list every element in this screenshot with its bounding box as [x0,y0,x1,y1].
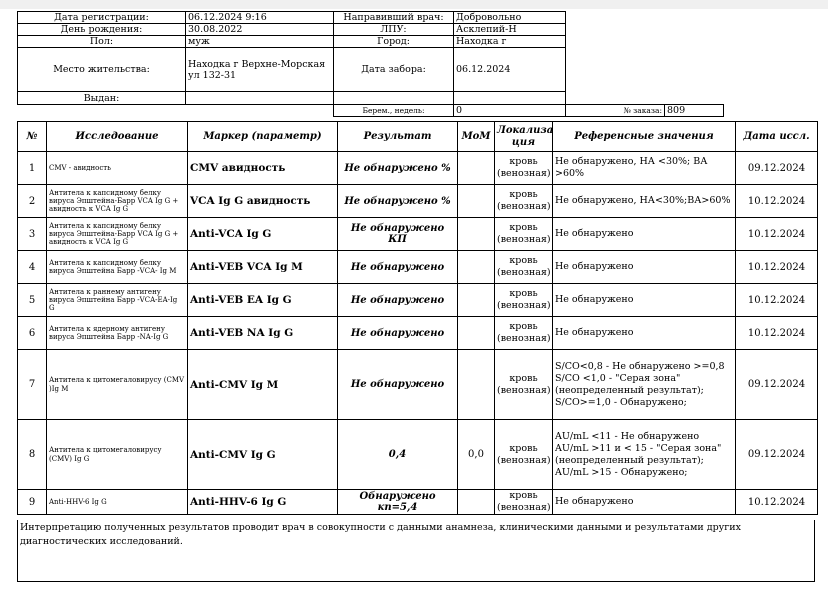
cell-ref: Не обнаружено [553,284,736,317]
col-reference: Референсные значения [553,122,736,152]
residence-label: Место жительства: [18,48,186,92]
table-row [18,317,818,350]
cell-date: 10.12.2024 [736,490,818,515]
cell-date: 09.12.2024 [736,350,818,420]
cell-ref: Не обнаружено, НА<30%;ВА>60% [553,185,736,218]
cell-loc: кровь (венозная) [495,218,553,251]
table-row [18,152,818,185]
cell-study: Anti-HHV-6 Ig G [47,490,188,515]
cell-ref: Не обнаружено [553,251,736,284]
cell-num: 1 [18,152,47,185]
cell-date: 10.12.2024 [736,284,818,317]
pregnancy-label: Берем., недель: [334,105,454,117]
cell-study: Антитела к капсидному белку вируса Эпштейна-Барр VCA Ig G + авидность к VCA Ig G [47,218,188,251]
cell-marker: Anti-CMV Ig M [188,350,338,420]
table-row [18,185,818,218]
pregnancy-value: 0 [454,105,566,117]
col-localization: Локализа ция [495,122,553,152]
birth-label: День рождения: [18,24,186,36]
table-row [18,420,818,490]
cell-loc: кровь (венозная) [495,490,553,515]
cell-marker: Anti-VEB EA Ig G [188,284,338,317]
cell-result: Не обнаружено [338,317,458,350]
cell-study: Антитела к цитомегаловирусу (CMV )Ig M [47,350,188,420]
residence-value: Находка г Верхне-Морская ул 132-31 [186,48,334,92]
cell-mom [458,185,495,218]
cell-num: 8 [18,420,47,490]
lpu-value: Асклепий-Н [454,24,566,36]
cell-mom [458,350,495,420]
cell-mom [458,152,495,185]
table-row [18,350,818,420]
cell-result: Не обнаружено [338,251,458,284]
cell-ref: AU/mL <11 - Не обнаружено AU/mL >11 и < 15 - "Серая зона"(неопределенный результат); AU/mL >15 - Обнаружено; [553,420,736,490]
top-bar [0,0,828,9]
city-value: Находка г [454,36,566,48]
cell-marker: Anti-VEB NA Ig G [188,317,338,350]
sample-date-value: 06.12.2024 [454,48,566,92]
cell-study: Антитела к цитомегаловирусу (CMV) Ig G [47,420,188,490]
cell-ref: Не обнаружено [553,490,736,515]
col-mom: МоМ [458,122,495,152]
cell-marker: Anti-VCA Ig G [188,218,338,251]
cell-marker: Anti-HHV-6 Ig G [188,490,338,515]
col-num: № [18,122,47,152]
doctor-label: Направивший врач: [334,12,454,24]
cell-marker: Anti-CMV Ig G [188,420,338,490]
table-row [18,490,818,515]
cell-result: Не обнаружено КП [338,218,458,251]
cell-num: 5 [18,284,47,317]
cell-loc: кровь (венозная) [495,284,553,317]
cell-result: Не обнаружено % [338,152,458,185]
cell-mom: 0,0 [458,420,495,490]
cell-study: Антитела к капсидному белку вируса Эпштейна Барр -VCA- Ig M [47,251,188,284]
cell-mom [458,218,495,251]
cell-num: 3 [18,218,47,251]
col-marker: Маркер (параметр) [188,122,338,152]
sample-date-label: Дата забора: [334,48,454,92]
col-study: Исследование [47,122,188,152]
issued-label: Выдан: [18,92,186,105]
cell-date: 09.12.2024 [736,152,818,185]
cell-study: CMV - авидность [47,152,188,185]
table-row [18,218,818,251]
cell-mom [458,490,495,515]
cell-num: 9 [18,490,47,515]
cell-ref: Не обнаружено [553,218,736,251]
cell-num: 4 [18,251,47,284]
cell-ref: S/CO<0,8 - Не обнаружено >=0,8 S/CO <1,0 - "Серая зона"(неопределенный результат); S/CO>=1,0 - Обнаружено; [553,350,736,420]
cell-mom [458,317,495,350]
cell-loc: кровь (венозная) [495,350,553,420]
col-date: Дата иссл. [736,122,818,152]
birth-value: 30.08.2022 [186,24,334,36]
sex-label: Пол: [18,36,186,48]
interpretation-note: Интерпретацию полученных результатов проводит врач в совокупности с данными анамнеза, клиническими данными и результатами других диагностических исследований. [17,520,815,582]
cell-loc: кровь (венозная) [495,317,553,350]
cell-num: 6 [18,317,47,350]
cell-result: 0,4 [338,420,458,490]
cell-result: Не обнаружено [338,350,458,420]
cell-loc: кровь (венозная) [495,185,553,218]
cell-date: 10.12.2024 [736,317,818,350]
sex-value: муж [186,36,334,48]
col-result: Результат [338,122,458,152]
table-row [18,251,818,284]
lpu-label: ЛПУ: [334,24,454,36]
cell-ref: Не обнаружено, НА <30%; ВА >60% [553,152,736,185]
cell-study: Антитела к ядерному антигену вируса Эпштейна Барр -NA-Ig G [47,317,188,350]
cell-date: 09.12.2024 [736,420,818,490]
cell-marker: VCA Ig G авидность [188,185,338,218]
cell-date: 10.12.2024 [736,218,818,251]
cell-num: 7 [18,350,47,420]
reg-date-value: 06.12.2024 9:16 [186,12,334,24]
results-table [17,121,818,515]
cell-marker: CMV авидность [188,152,338,185]
cell-date: 10.12.2024 [736,251,818,284]
table-row [18,284,818,317]
cell-result: Обнаружено кп=5,4 [338,490,458,515]
patient-info-table [17,11,724,117]
cell-result: Не обнаружено [338,284,458,317]
cell-loc: кровь (венозная) [495,251,553,284]
cell-ref: Не обнаружено [553,317,736,350]
order-label: № заказа: [566,105,665,116]
cell-study: Антитела к раннему антигену вируса Эпштейна Барр -VCA-EA-Ig G [47,284,188,317]
cell-study: Антитела к капсидному белку вируса Эпштейна-Барр VCA Ig G + авидность к VCA Ig G [47,185,188,218]
cell-marker: Anti-VEB VCA Ig M [188,251,338,284]
cell-loc: кровь (венозная) [495,152,553,185]
cell-mom [458,251,495,284]
cell-result: Не обнаружено % [338,185,458,218]
cell-date: 10.12.2024 [736,185,818,218]
cell-num: 2 [18,185,47,218]
doctor-value: Добровольно [454,12,566,24]
reg-date-label: Дата регистрации: [18,12,186,24]
order-number: 809 [667,105,686,116]
cell-loc: кровь (венозная) [495,420,553,490]
cell-mom [458,284,495,317]
city-label: Город: [334,36,454,48]
